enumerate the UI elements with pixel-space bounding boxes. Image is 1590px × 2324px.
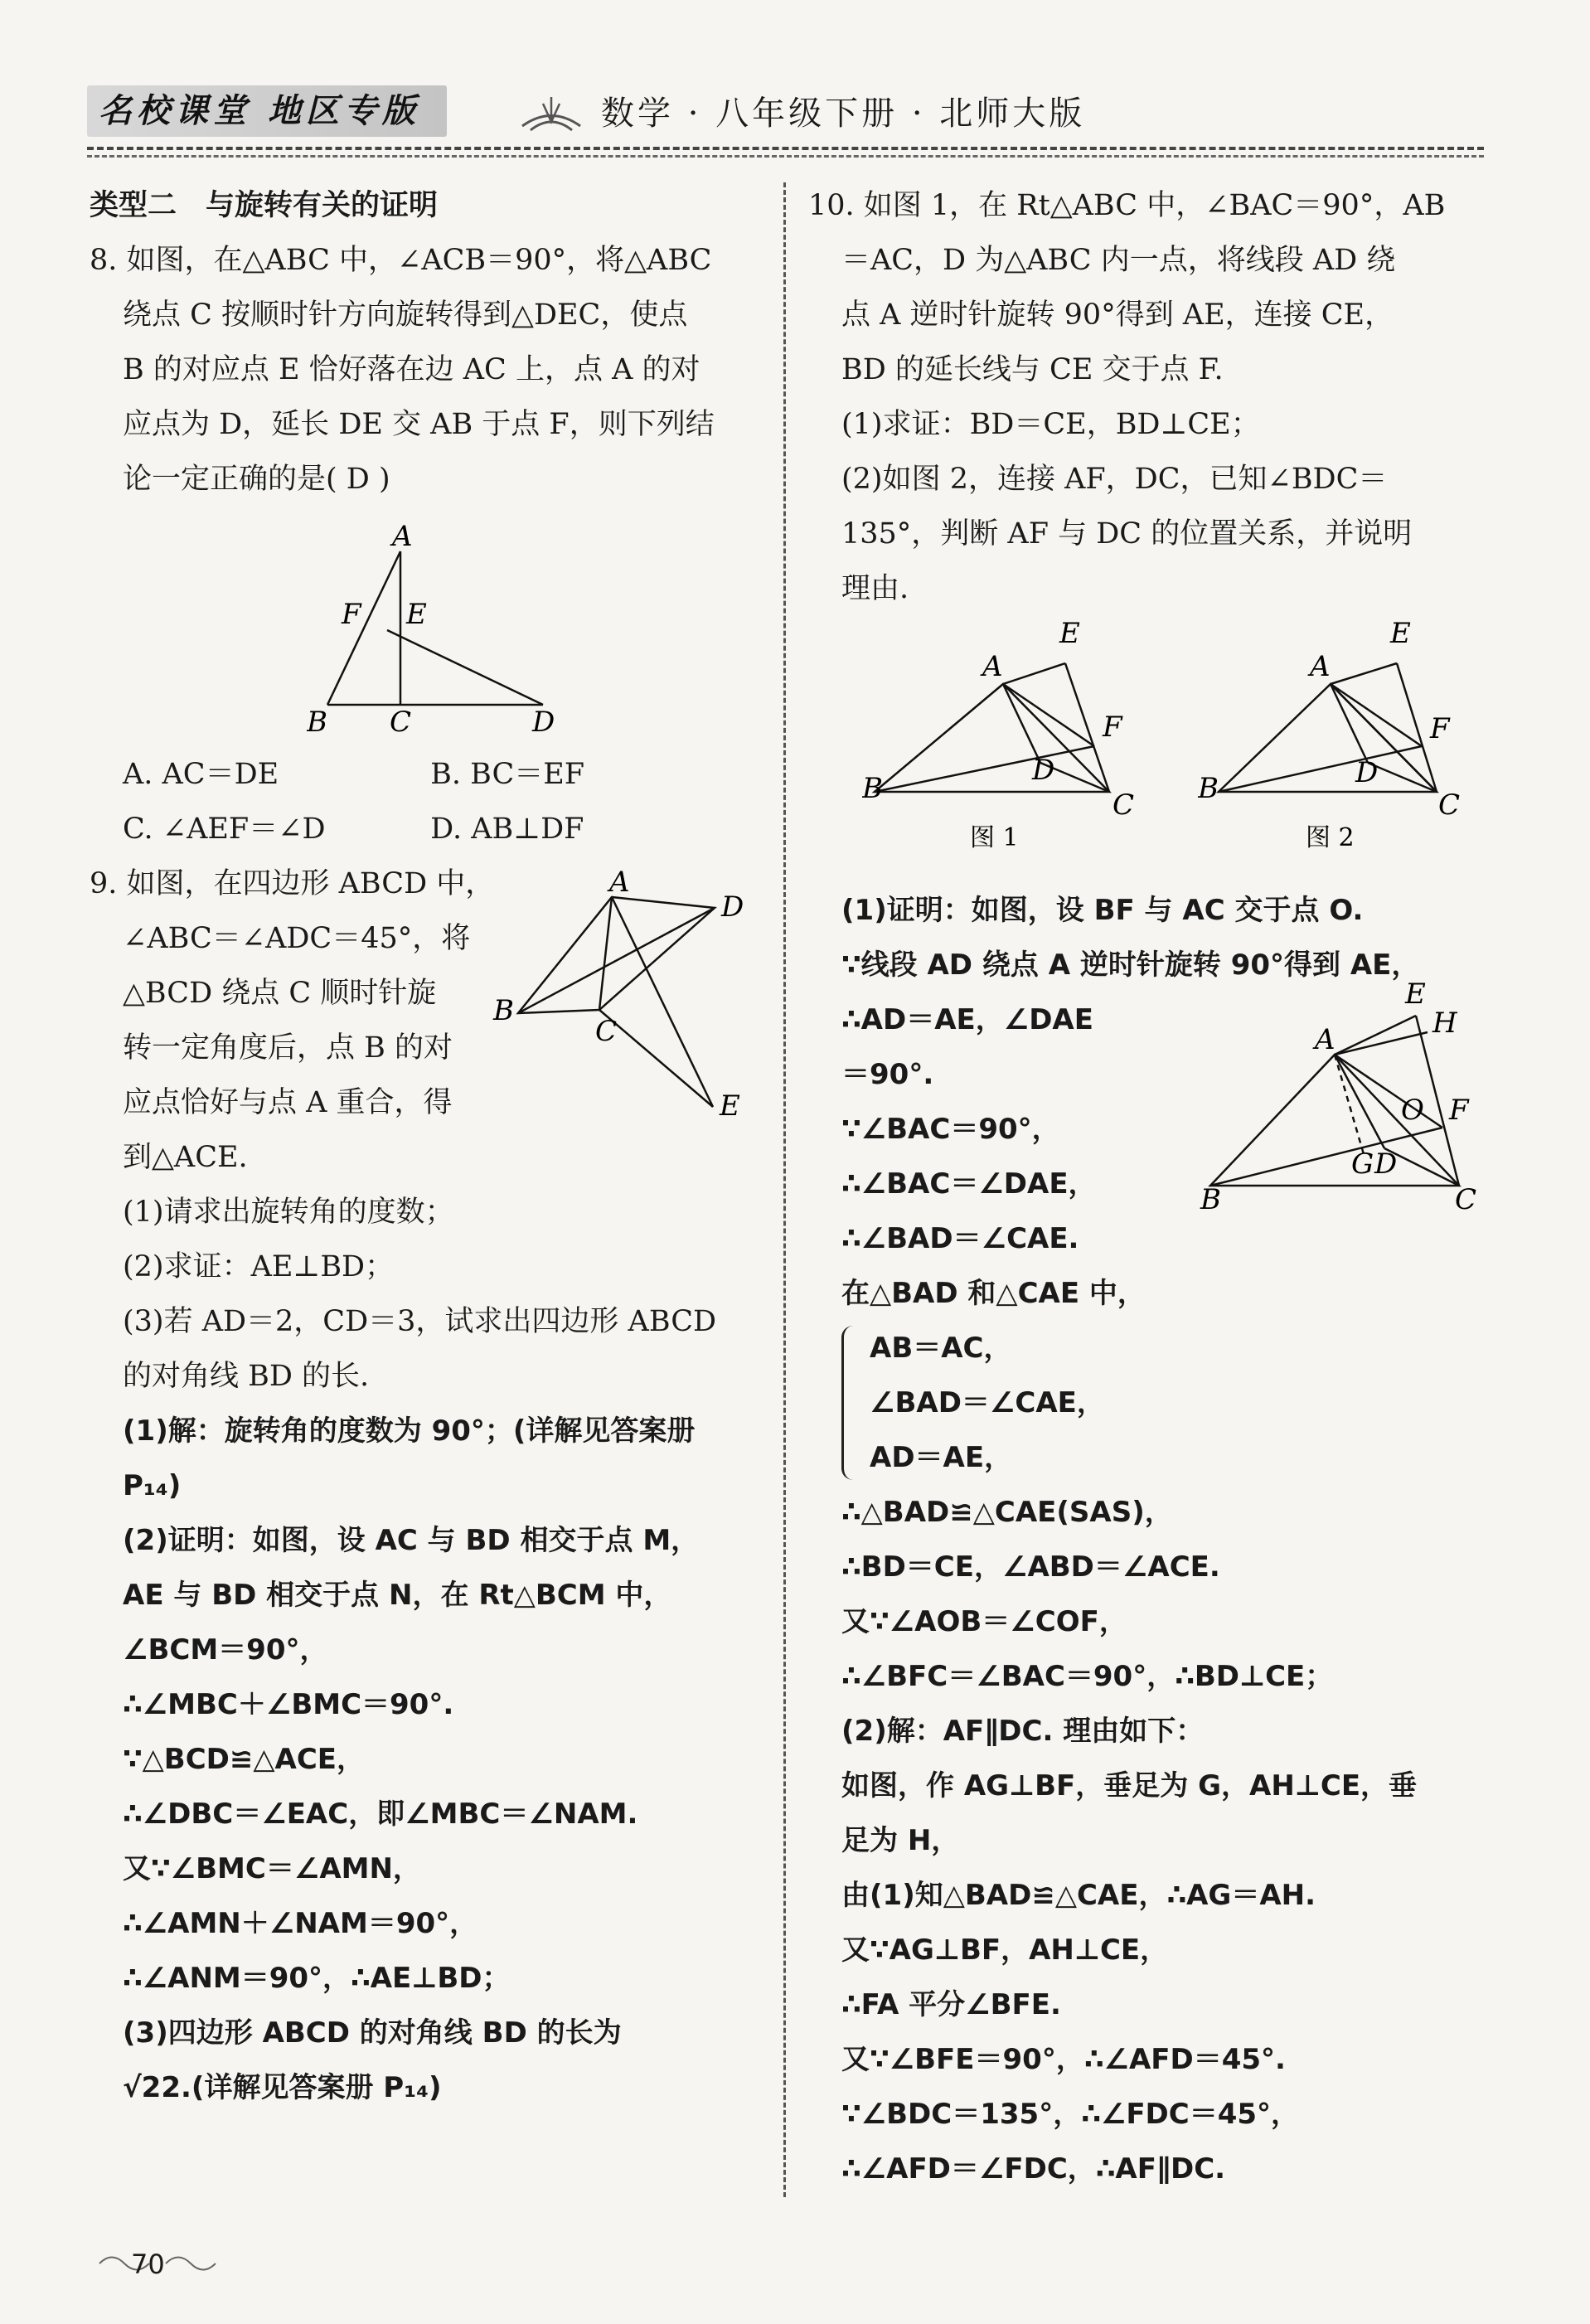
series-brand: 名校课堂 地区专版 bbox=[87, 85, 447, 137]
q9-line: 转一定角度后，点 B 的对 bbox=[123, 1031, 453, 1065]
answer-line: ∴∠BFC＝∠BAC＝90°，∴BD⊥CE； bbox=[841, 1660, 1334, 1693]
q8-line: B 的对应点 E 恰好落在边 AC 上，点 A 的对 bbox=[123, 353, 700, 386]
label-d: D bbox=[1355, 756, 1379, 789]
q9-line: △BCD 绕点 C 顺时针旋 bbox=[123, 977, 437, 1010]
option-b: B. BC＝EF bbox=[430, 758, 585, 791]
answer-line: ∴∠MBC＋∠BMC＝90°. bbox=[123, 1688, 454, 1721]
label-a: A bbox=[982, 650, 1003, 683]
label-f: F bbox=[1103, 711, 1122, 744]
answer-line: √22.(详解见答案册 P₁₄) bbox=[123, 2071, 442, 2104]
answer-line: ∴∠BAD＝∠CAE. bbox=[841, 1222, 1079, 1255]
label-a: A bbox=[609, 871, 630, 899]
segment-ah bbox=[1335, 1032, 1428, 1055]
label-e: E bbox=[1390, 617, 1411, 650]
answer-line: (2)证明：如图，设 AC 与 BD 相交于点 M， bbox=[123, 1524, 700, 1557]
book-subtitle: 数学 · 八年级下册 · 北师大版 bbox=[601, 95, 1086, 133]
q10-line: 10. 如图 1，在 Rt△ABC 中，∠BAC＝90°，AB bbox=[808, 189, 1446, 222]
label-b: B bbox=[307, 706, 327, 739]
answer-line: (2)解：AF∥DC. 理由如下： bbox=[841, 1715, 1205, 1748]
label-d: D bbox=[721, 890, 744, 924]
label-e: E bbox=[1405, 978, 1426, 1011]
label-d: D bbox=[1374, 1147, 1398, 1181]
q8-options-row bbox=[90, 802, 769, 856]
figure-1-caption: 图 1 bbox=[970, 823, 1019, 852]
label-e: E bbox=[406, 598, 427, 631]
answer-line: ∠BCM＝90°， bbox=[123, 1633, 328, 1667]
q9-line: 应点恰好与点 A 重合，得 bbox=[123, 1086, 453, 1119]
q10-line: 点 A 逆时针旋转 90°得到 AE，连接 CE， bbox=[841, 298, 1394, 332]
answer-line: ∵∠BAC＝90°， bbox=[841, 1113, 1060, 1146]
answer-line: ∴∠AFD＝∠FDC，∴AF∥DC. bbox=[841, 2152, 1226, 2186]
answer-line: ∴∠ANM＝90°，∴AE⊥BD； bbox=[123, 1962, 511, 1995]
label-b: B bbox=[862, 772, 883, 805]
segment-bf bbox=[875, 746, 1094, 792]
label-e: E bbox=[720, 1089, 740, 1119]
q10-line: ＝AC，D 为△ABC 内一点，将线段 AD 绕 bbox=[841, 244, 1396, 277]
label-h: H bbox=[1432, 1007, 1457, 1040]
q9-line: (2)求证：AE⊥BD； bbox=[123, 1250, 395, 1283]
edge-ab bbox=[327, 551, 400, 705]
q9-line: (3)若 AD＝2，CD＝3，试求出四边形 ABCD bbox=[123, 1305, 717, 1338]
question-8 bbox=[90, 233, 769, 507]
header-rule bbox=[87, 147, 1484, 150]
answer-line: ∴∠DBC＝∠EAC，即∠MBC＝∠NAM. bbox=[123, 1798, 638, 1831]
answer-line: 在△BAD 和△CAE 中， bbox=[841, 1277, 1146, 1310]
answer-line: (1)解：旋转角的度数为 90°；(详解见答案册 bbox=[123, 1414, 696, 1448]
label-o: O bbox=[1401, 1094, 1424, 1127]
condition-line: ∠BAD＝∠CAE， bbox=[870, 1386, 1105, 1419]
section-title: 类型二 与旋转有关的证明 bbox=[90, 189, 439, 222]
segment-af bbox=[1335, 1055, 1442, 1128]
page-header bbox=[87, 79, 1484, 147]
q8-line: 8. 如图，在△ABC 中，∠ACB＝90°，将△ABC bbox=[90, 244, 712, 277]
label-a: A bbox=[1315, 1023, 1336, 1056]
answer-line: ∴△BAD≌△CAE(SAS)， bbox=[841, 1496, 1173, 1529]
q9-line: 的对角线 BD 的长. bbox=[123, 1360, 370, 1393]
answer-line: ∵∠BDC＝135°，∴∠FDC＝45°， bbox=[841, 2098, 1300, 2131]
quad-abcd bbox=[518, 897, 715, 1013]
q10-line: 理由. bbox=[841, 572, 909, 605]
label-e: E bbox=[1059, 617, 1080, 650]
q8-options-row bbox=[90, 747, 769, 802]
answer-line: ∴∠AMN＋∠NAM＝90°， bbox=[123, 1907, 478, 1940]
diagonal-ac bbox=[599, 897, 612, 1010]
label-a: A bbox=[392, 522, 413, 553]
q10-line: (1)求证：BD＝CE，BD⊥CE； bbox=[841, 408, 1260, 441]
q10-answer-figure bbox=[1194, 970, 1484, 1211]
answer-line: ∵△BCD≌△ACE， bbox=[123, 1743, 366, 1776]
label-c: C bbox=[1455, 1183, 1477, 1211]
answer-line: ∴AD＝AE，∠DAE bbox=[841, 1003, 1093, 1036]
left-column bbox=[90, 178, 769, 2115]
column-divider bbox=[783, 182, 786, 2197]
q9-line: 9. 如图，在四边形 ABCD 中， bbox=[90, 867, 495, 900]
answer-line: 又∵∠BFE＝90°，∴∠AFD＝45°. bbox=[841, 2043, 1286, 2076]
q9-answer bbox=[90, 1404, 769, 2115]
label-b: B bbox=[1198, 772, 1219, 805]
q8-line: 绕点 C 按顺时针方向旋转得到△DEC，使点 bbox=[123, 298, 688, 332]
segment-ad bbox=[1335, 1055, 1384, 1148]
answer-line: ∴BD＝CE，∠ABD＝∠ACE. bbox=[841, 1550, 1220, 1584]
triangle-abc bbox=[1219, 684, 1437, 792]
question-10 bbox=[808, 178, 1488, 616]
congruence-conditions bbox=[808, 1321, 1488, 1485]
label-b: B bbox=[1200, 1183, 1221, 1211]
label-g: G bbox=[1351, 1147, 1374, 1181]
q9-line: (1)请求出旋转角的度数； bbox=[123, 1196, 454, 1229]
label-c: C bbox=[1113, 788, 1135, 822]
answer-line: AE 与 BD 相交于点 N，在 Rt△BCM 中， bbox=[123, 1579, 672, 1612]
label-c: C bbox=[595, 1015, 618, 1048]
q10-line: (2)如图 2，连接 AF，DC，已知∠BDC＝ bbox=[841, 463, 1388, 496]
brace-symbol bbox=[841, 1326, 860, 1480]
label-c: C bbox=[1438, 788, 1461, 822]
label-f: F bbox=[342, 598, 361, 631]
answer-line: 如图，作 AG⊥BF，垂足为 G，AH⊥CE，垂 bbox=[841, 1769, 1418, 1802]
segment-ae bbox=[1331, 663, 1397, 684]
label-b: B bbox=[493, 994, 514, 1027]
brace-group bbox=[841, 1321, 1488, 1485]
answer-line: ＝90°. bbox=[841, 1058, 934, 1091]
label-a: A bbox=[1310, 650, 1331, 683]
header-rule-secondary bbox=[87, 155, 1484, 158]
segment-dc bbox=[1368, 763, 1437, 792]
answer-line: 足为 H， bbox=[841, 1824, 960, 1857]
segment-ae bbox=[1335, 1016, 1416, 1055]
q9-line: 到△ACE. bbox=[123, 1141, 248, 1174]
label-f: F bbox=[1449, 1094, 1469, 1127]
q8-line: 论一定正确的是( D ) bbox=[123, 463, 390, 496]
q8-triangle-figure bbox=[307, 522, 572, 746]
q10-line: 135°，判断 AF 与 DC 的位置关系，并说明 bbox=[841, 517, 1413, 551]
decorative-ornament-icon bbox=[518, 89, 584, 138]
answer-line: 又∵AG⊥BF，AH⊥CE， bbox=[841, 1933, 1169, 1967]
option-c: C. ∠AEF＝∠D bbox=[123, 813, 326, 846]
option-d: D. AB⊥DF bbox=[430, 813, 584, 846]
page-number: 70 bbox=[131, 2249, 165, 2280]
edge-ae bbox=[612, 897, 713, 1107]
answer-line: ∴FA 平分∠BFE. bbox=[841, 1988, 1061, 2021]
answer-line: (1)证明：如图，设 BF 与 AC 交于点 O. bbox=[841, 894, 1364, 927]
condition-line: AD＝AE， bbox=[870, 1441, 1013, 1474]
label-d: D bbox=[1032, 754, 1055, 787]
answer-line: P₁₄) bbox=[123, 1469, 182, 1502]
q10-figure-2 bbox=[1198, 614, 1488, 862]
option-a: A. AC＝DE bbox=[123, 758, 279, 791]
answer-line: 又∵∠BMC＝∠AMN， bbox=[123, 1852, 421, 1885]
q9-line: ∠ABC＝∠ADC＝45°，将 bbox=[123, 922, 471, 955]
segment-bf bbox=[1219, 746, 1422, 792]
label-d: D bbox=[532, 706, 555, 739]
diagonal-bd bbox=[518, 908, 715, 1013]
answer-line: ∴∠BAC＝∠DAE， bbox=[841, 1167, 1097, 1201]
label-c: C bbox=[390, 706, 412, 739]
q10-line: BD 的延长线与 CE 交于点 F. bbox=[841, 353, 1224, 386]
answer-line: 由(1)知△BAD≌△CAE，∴AG＝AH. bbox=[841, 1879, 1316, 1912]
edge-df bbox=[387, 630, 543, 705]
q10-figure-1 bbox=[862, 614, 1161, 862]
q9-quadrilateral-figure bbox=[489, 871, 763, 1119]
segment-ae bbox=[1003, 663, 1065, 684]
segment-bf bbox=[1210, 1128, 1442, 1186]
triangle-abc bbox=[875, 684, 1109, 792]
answer-line: 又∵∠AOB＝∠COF， bbox=[841, 1605, 1127, 1638]
label-f: F bbox=[1430, 712, 1450, 745]
q8-line: 应点为 D，延长 DE 交 AB 于点 F，则下列结 bbox=[123, 408, 715, 441]
answer-line: ∵线段 AD 绕点 A 逆时针旋转 90°得到 AE， bbox=[841, 949, 1420, 982]
q8-options bbox=[90, 747, 769, 856]
answer-line: (3)四边形 ABCD 的对角线 BD 的长为 bbox=[123, 2016, 622, 2050]
figure-2-caption: 图 2 bbox=[1306, 823, 1355, 852]
condition-line: AB＝AC， bbox=[870, 1332, 1012, 1365]
